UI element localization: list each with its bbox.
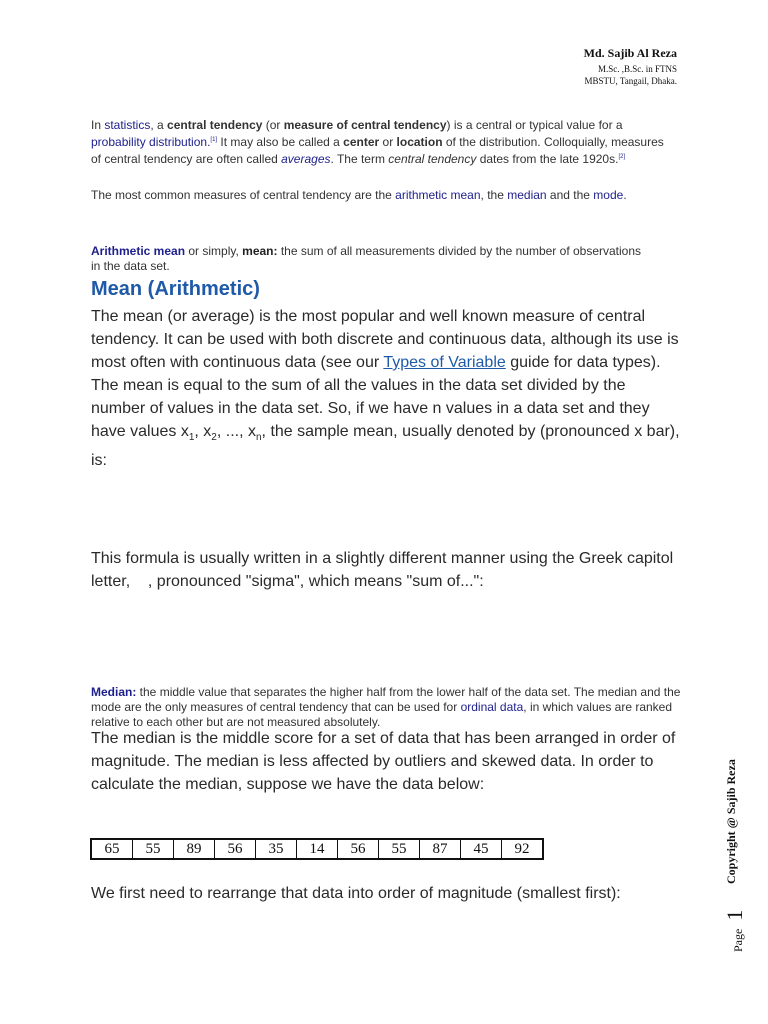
data-cell: 45	[461, 839, 502, 859]
median-term: Median:	[91, 685, 137, 699]
author-institution: MBSTU, Tangail, Dhaka.	[584, 76, 677, 86]
citation-2[interactable]: [2]	[618, 154, 626, 160]
mean-heading: Mean (Arithmetic)	[91, 278, 260, 300]
data-cell: 87	[420, 839, 461, 859]
probability-distribution-link[interactable]: probability distribution.	[91, 135, 211, 149]
sigma-paragraph: This formula is usually written in a slightly different manner using the Greek capitol letter, , pronounced "sigma", which means "sum of...":	[91, 550, 678, 590]
averages-link[interactable]: averages	[281, 152, 331, 166]
data-cell: 55	[379, 839, 420, 859]
copyright-footer: Copyright @ Sajib Reza	[724, 759, 738, 884]
data-cell: 65	[91, 839, 133, 859]
data-cell: 55	[133, 839, 174, 859]
mode-link[interactable]: mode	[593, 188, 624, 202]
arithmetic-mean-term: Arithmetic mean	[91, 244, 186, 258]
arithmetic-mean-link[interactable]: arithmetic mean	[395, 188, 481, 202]
ordinal-data-link[interactable]: ordinal data	[460, 700, 524, 714]
median-body: The median is the middle score for a set of data that has been arranged in order of magnitude. The median is less affected by outliers and skewed data. In order to calculate the median, suppose we have the data below:	[91, 730, 676, 793]
statistics-link[interactable]: statistics	[104, 118, 151, 132]
mean-body: The mean (or average) is the most popular and well known measure of central tendency. It can be used with both discrete and continuous data, although its use is most often with continuous data (see our Types of Variable guide for data types). The mean is equal to the sum of all the values in the data set divided by the number of values in the data set. So, if we have n values in a data set and they have values $x_1$, $x_2$, ..., $x_n$, the sample mean, usually denoted by (pronounced x bar), is:	[91, 308, 680, 470]
mean-definition: Arithmetic mean or simply, mean: the sum of all measurements divided by the number of observations in the data set.	[91, 244, 642, 273]
data-cell: 56	[215, 839, 256, 859]
intro-paragraph: In statistics, a central tendency (or measure of central tendency) is a central or typical value for a probability distribution.[1] It may also be called a center or location of the distribution. Colloquially, measures of central tendency are often called averages. The term central tendency dates from the late 1920s.[2]	[91, 118, 664, 166]
data-cell: 14	[297, 839, 338, 859]
page-number: 1	[722, 909, 747, 921]
author-degree: M.Sc. ,B.Sc. in FTNS	[597, 64, 677, 74]
common-measures-paragraph: The most common measures of central tendency are the arithmetic mean, the median and the mode.	[91, 188, 627, 202]
data-cell: 89	[174, 839, 215, 859]
median-link[interactable]: median	[507, 188, 547, 202]
data-cell: 92	[502, 839, 544, 859]
data-table	[90, 838, 544, 860]
data-cell: 35	[256, 839, 297, 859]
types-of-variable-link[interactable]: Types of Variable	[383, 354, 506, 371]
rearrange-paragraph: We first need to rearrange that data into order of magnitude (smallest first):	[91, 885, 621, 902]
page-footer	[722, 910, 748, 952]
median-definition: Median: the middle value that separates the higher half from the lower half of the data set. The median and the mode are the only measures of central tendency that can be used for ordinal data, in which values are ranked relative to each other but are not measured absolutely.	[91, 685, 681, 729]
table-row	[91, 839, 543, 859]
page-label: Page	[731, 928, 745, 952]
data-cell: 56	[338, 839, 379, 859]
header-block	[584, 46, 677, 86]
citation-1[interactable]: [1]	[210, 137, 218, 143]
author-name: Md. Sajib Al Reza	[583, 46, 677, 60]
